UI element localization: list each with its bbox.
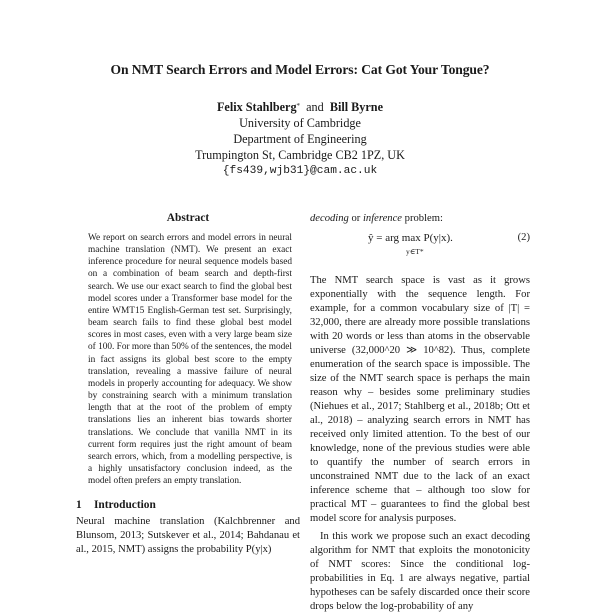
- introduction-text: Neural machine translation (Kalchbrenner and Blunsom, 2013; Sutskever et al., 2014; Bahdanau et al., 2015, NMT) assigns the probability P(y|x): [76, 516, 300, 556]
- equation-subscript: y∈T*: [406, 247, 424, 256]
- intro-end: problem:: [402, 213, 443, 224]
- author-and: and: [306, 100, 324, 114]
- affiliation-line: University of Cambridge: [239, 116, 361, 130]
- equation-number: (2): [517, 232, 530, 243]
- author-1: Felix Stahlberg: [216, 100, 297, 114]
- left-column: [76, 212, 300, 557]
- affiliation-line: Trumpington St, Cambridge CB2 1PZ, UK: [195, 148, 405, 162]
- equation-body: ŷ = arg max P(y|x).: [368, 232, 453, 244]
- abstract-heading: Abstract: [166, 212, 210, 224]
- section-heading: [76, 499, 300, 511]
- paper-title: On NMT Search Errors and Model Errors: Cat Got Your Tongue?: [110, 62, 490, 77]
- search-space-paragraph: The NMT search space is vast as it grows exponentially with the sequence length. For example, for a common vocabulary size of |T| = 32,000, there are already more possible translations with 20 words or less than atoms in the observable universe (32,000^20 ≫ 10^82). Thus, complete enumeration of the search space is impossible. The size of the NMT search space is perhaps the main reason why – besides some preliminary studies (Niehues et al., 2017; Stahlberg et al., 2018b; Ott et al., 2018) – analyzing search errors in NMT has received only limited attention. To the best of our knowledge, none of the previous studies were able to quantify the number of search errors in unconstrained NMT due to the lack of an exact inference scheme that – although too slow for practical MT – guarantees to find the global best model score for analysis purposes.: [310, 275, 530, 524]
- inference-term: inference: [362, 213, 402, 224]
- abstract-text: We report on search errors and model errors in neural machine translation (NMT). We present an exact inference procedure for neural sequence models based on a combination of beam search and depth-first search. We use our exact search to find the global best model scores under a Transformer base model for the entire WMT15 English-German test set. Surprisingly, beam search fails to find these global best model scores in most cases, even with a very large beam size of 100. For more than 50% of the sentences, the model in fact assigns its global best score to the empty translation, revealing a massive failure of neural models in properly accounting for adequacy. We show by constraining search with a minimum translation length that at the root of the problem of empty translations lies an inherent bias towards shorter translations. We conclude that vanilla NMT in its current form requires just the right amount of beam search errors, which, from a modelling perspective, is a highly unsatisfactory conclusion indeed, as the model often prefers an empty translation.: [88, 233, 292, 487]
- section-number: 1: [76, 499, 82, 512]
- affiliation-line: Department of Engineering: [233, 132, 367, 146]
- proposal-paragraph: In this work we propose such an exact decoding algorithm for NMT that exploits the monotonicity of NMT scores: Since the conditional log-probabilities in Eq. 1 are always negative, partial hypotheses can be safely discarded once their score drops below the log-probability of any: [310, 531, 530, 612]
- author-block: [0, 99, 600, 179]
- author-2: Bill Byrne: [329, 100, 383, 114]
- author-email: {fs439,wjb31}@cam.ac.uk: [222, 165, 378, 177]
- author-names: [0, 99, 600, 115]
- decoding-term: decoding: [310, 213, 349, 224]
- equation-2: [310, 232, 530, 266]
- decoding-intro: [310, 212, 530, 226]
- intro-connector: or: [348, 213, 363, 224]
- author-1-mark: *: [296, 102, 301, 110]
- right-column: [310, 212, 530, 614]
- section-title: Introduction: [94, 499, 156, 512]
